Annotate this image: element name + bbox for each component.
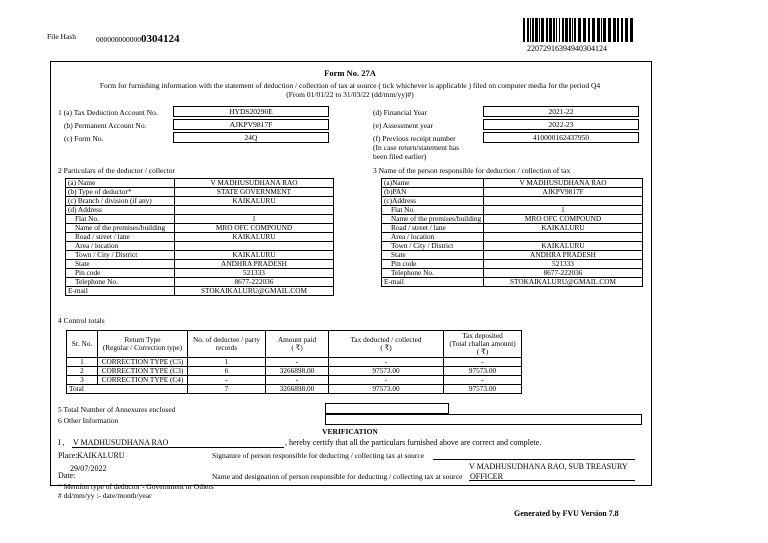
control-totals-total-row (67, 385, 522, 394)
file-hash-label: File Hash (47, 32, 76, 41)
responsible-person-table (381, 178, 643, 287)
deductor-row-value: STATE GOVERNMENT (175, 188, 334, 197)
deductor-row (66, 179, 334, 188)
deductor-row-label: Telephone No. (66, 278, 175, 287)
barcode-bar (613, 18, 616, 42)
deductor-heading: 2 Particulars of the deductor / collector (58, 166, 176, 175)
tan-field: HYDS20290E (173, 106, 329, 117)
barcode-bar (583, 18, 586, 42)
control-totals-cell-type: CORRECTION TYPE (C4) (98, 376, 188, 385)
date-label: Date: (58, 471, 76, 480)
barcode-bar (578, 18, 581, 42)
responsible-row (382, 224, 643, 233)
barcode-bar (549, 18, 552, 42)
barcode-bar (608, 18, 611, 42)
col-amount-paid-1: Amount paid (277, 335, 317, 344)
control-totals-cell-records: 6 (188, 367, 266, 376)
col-tax-deducted (329, 331, 444, 358)
control-totals-cell-paid: - (266, 376, 329, 385)
deductor-row-value: 8677-222036 (175, 278, 334, 287)
designation-label: Name and designation of person responsible for deducting / collecting tax at source (212, 472, 463, 481)
responsible-row-value (484, 233, 643, 242)
responsible-row-label: (b)PAN (382, 188, 484, 197)
annexures-label: 5 Total Number of Annexures enclosed (58, 405, 176, 414)
deductor-row-label: State (66, 260, 175, 269)
col-tax-deposited-1: Tax deposited (462, 331, 503, 340)
responsible-row-value (484, 197, 643, 206)
deductor-row-label: Pin code (66, 269, 175, 278)
barcode-bar (530, 18, 531, 42)
deductor-row-value: STOKAIKALURU@GMAIL.COM (175, 287, 334, 296)
place-value: KAIKALURU (77, 451, 125, 460)
pan-field: AJKPV9817F (173, 119, 329, 130)
control-totals-table (66, 330, 522, 394)
col-tax-deducted-2: ( ₹) (380, 343, 392, 352)
verification-heading: VERIFICATION (322, 427, 378, 436)
deductor-row-label: Area / location (66, 242, 175, 251)
ay-label: (e) Assessment year (373, 121, 433, 130)
other-info-label: 6 Other Information (58, 416, 119, 425)
responsible-row-label: Road / street / lane (382, 224, 484, 233)
responsible-row (382, 179, 643, 188)
fy-label: (d) Financial Year (373, 108, 427, 117)
form-no-field: 24Q (173, 132, 329, 143)
control-totals-cell-deposited: - (444, 376, 522, 385)
responsible-row (382, 215, 643, 224)
deductor-row-value: KAIKALURU (175, 233, 334, 242)
total-records: 7 (188, 385, 266, 394)
barcode-bar (592, 18, 595, 42)
barcode-bar (588, 18, 590, 42)
deductor-row-label: Road / street / lane (66, 233, 175, 242)
deductor-row-label: (d) Address (66, 206, 175, 215)
control-totals-header-row (67, 331, 522, 358)
control-totals-heading: 4 Control totals (58, 316, 105, 325)
fy-field: 2021-22 (483, 106, 639, 117)
responsible-row-value: AJKPV9817F (484, 188, 643, 197)
responsible-row-label: Area / location (382, 233, 484, 242)
generated-by: Generated by FVU Version 7.8 (514, 509, 619, 518)
deductor-row-label: E-mail (66, 287, 175, 296)
prev-receipt-note-2: been filed earlier) (373, 152, 427, 161)
verification-i: I , (58, 438, 65, 447)
responsible-row (382, 278, 643, 287)
form-subtitle-2: (From 01/01/22 to 31/03/22 (dd/mm/yy)#) (286, 90, 414, 99)
barcode-bar (572, 18, 573, 42)
deductor-row-value: ANDHRA PRADESH (175, 260, 334, 269)
responsible-person-heading: 3 Name of the person responsible for deduction / collection of tax (373, 166, 571, 175)
deductor-row-label: Name of the premises/building (66, 224, 175, 233)
responsible-row (382, 206, 643, 215)
deductor-row (66, 260, 334, 269)
deductor-row-value: V MADHUSUDHANA RAO (175, 179, 334, 188)
footnote-deductor-type: * Mention type of deductor - Government or Others (58, 482, 214, 491)
control-totals-cell-type: CORRECTION TYPE (C3) (98, 367, 188, 376)
form-no-label: (c) Form No. (64, 134, 104, 143)
place-label: Place: (58, 451, 78, 460)
deductor-row (66, 287, 334, 296)
prev-receipt-field: 410000162437950 (483, 132, 639, 143)
deductor-row-label: (b) Type of deductor* (66, 188, 175, 197)
barcode-bar (541, 18, 544, 42)
signature-label: Signature of person responsible for deducting / collecting tax at source (212, 451, 425, 460)
barcode-bar (559, 18, 560, 42)
barcode-bar (617, 18, 619, 42)
col-tax-deducted-1: Tax deducted / collected (350, 335, 422, 344)
responsible-row (382, 188, 643, 197)
col-amount-paid (266, 331, 329, 358)
deductor-row (66, 251, 334, 260)
control-totals-cell-deducted: - (329, 358, 444, 367)
responsible-row (382, 233, 643, 242)
responsible-row-value: KAIKALURU (484, 242, 643, 251)
deductor-row (66, 224, 334, 233)
deductor-row (66, 197, 334, 206)
control-totals-cell-deducted: - (329, 376, 444, 385)
responsible-row-value: V MADHUSUDHANA RAO (484, 179, 643, 188)
total-label: Total (67, 385, 188, 394)
deductor-row-value: 521333 (175, 269, 334, 278)
designation-underline (469, 480, 635, 481)
barcode-bar (574, 18, 576, 42)
barcode-bar (539, 18, 540, 42)
certify-text: , hereby certify that all the particulars furnished above are correct and complete. (285, 438, 542, 447)
barcode-bar (556, 18, 557, 42)
file-hash-prefix: 000000000000 (96, 35, 141, 44)
control-totals-cell-sr: 1 (67, 358, 98, 367)
form-subtitle-1: Form for furnishing information with the statement of deduction / collection of tax at source ( tick whichever is applicable ) filed on computer media for the period Q4 (99, 81, 601, 90)
deductor-row (66, 215, 334, 224)
barcode-bar (565, 18, 568, 42)
pan-label: (b) Permanent Account No. (64, 121, 147, 130)
deductor-row (66, 278, 334, 287)
barcode-bar (597, 18, 600, 42)
barcode-bar (535, 18, 538, 42)
control-totals-cell-paid: - (266, 358, 329, 367)
control-totals-row (67, 367, 522, 376)
barcode-number: 22072916394940304124 (527, 44, 607, 53)
prev-receipt-note-1: (In case return/statement has (373, 143, 460, 152)
col-amount-paid-2: ( ₹) (291, 343, 303, 352)
barcode-bar (569, 18, 571, 42)
signature-line (433, 459, 635, 460)
form-title: Form No. 27A (324, 68, 376, 78)
responsible-row (382, 260, 643, 269)
barcode-image (523, 18, 635, 42)
col-tax-deposited-2: (Total challan amount) (449, 339, 516, 348)
responsible-row-label: Pin code (382, 260, 484, 269)
responsible-row-value: ANDHRA PRADESH (484, 251, 643, 260)
deductor-row (66, 269, 334, 278)
barcode-bar (601, 18, 602, 42)
barcode-bar (553, 18, 555, 42)
col-deductee-records-1: No. of deductee / party (192, 335, 261, 344)
control-totals-cell-sr: 2 (67, 367, 98, 376)
responsible-row-label: Town / City / District (382, 242, 484, 251)
barcode-bar (625, 18, 628, 42)
deductor-row-value (175, 206, 334, 215)
file-hash-suffix: 0304124 (141, 33, 180, 45)
designation-line-2: OFFICER (470, 472, 503, 481)
total-paid: 3266898.00 (266, 385, 329, 394)
control-totals-cell-deposited: 97573.00 (444, 367, 522, 376)
col-deductee-records-2: records (215, 343, 238, 352)
total-deducted: 97573.00 (329, 385, 444, 394)
total-deposited: 97573.00 (444, 385, 522, 394)
barcode-bar (527, 18, 529, 42)
responsible-row-value: 8677-222036 (484, 269, 643, 278)
responsible-row-label: (c)Address (382, 197, 484, 206)
tan-label: 1 (a) Tax Deduction Account No. (58, 108, 158, 117)
control-totals-cell-deposited: - (444, 358, 522, 367)
control-totals-row (67, 376, 522, 385)
verifier-name-line (72, 447, 284, 448)
barcode-bar (562, 18, 564, 42)
responsible-row-label: E-mail (382, 278, 484, 287)
responsible-row-label: (a)Name (382, 179, 484, 188)
deductor-row (66, 188, 334, 197)
control-totals-row (67, 358, 522, 367)
annexures-field (325, 403, 449, 414)
ay-field: 2022-23 (483, 119, 639, 130)
responsible-row-value: STOKAIKALURU@GMAIL.COM (484, 278, 643, 287)
col-return-type (98, 331, 188, 358)
deductor-row (66, 242, 334, 251)
responsible-row (382, 251, 643, 260)
control-totals-cell-deducted: 97573.00 (329, 367, 444, 376)
designation-line-1: V MADHUSUDHANA RAO, SUB TREASURY (469, 462, 628, 471)
deductor-table (65, 178, 334, 296)
deductor-row (66, 206, 334, 215)
control-totals-cell-records: 1 (188, 358, 266, 367)
responsible-row-label: State (382, 251, 484, 260)
deductor-row-label: (c) Branch / division (if any) (66, 197, 175, 206)
col-tax-deposited-3: ( ₹) (476, 347, 489, 356)
col-deductee-records (188, 331, 266, 358)
barcode-bar (630, 18, 633, 42)
deductor-row-value: KAIKALURU (175, 197, 334, 206)
responsible-row-value: MRO OFC COMPOUND (484, 215, 643, 224)
date-value: 29/07/2022 (70, 464, 107, 473)
deductor-row (66, 233, 334, 242)
responsible-row (382, 242, 643, 251)
responsible-row-label: Flat No. (382, 206, 484, 215)
barcode-bar (546, 18, 548, 42)
col-return-type-2: (Regular / Correction type) (102, 343, 183, 352)
barcode-bar (621, 18, 623, 42)
responsible-row-value: 521333 (484, 260, 643, 269)
responsible-row-label: Telephone No. (382, 269, 484, 278)
barcode-bar (532, 18, 534, 42)
control-totals-cell-type: CORRECTION TYPE (C5) (98, 358, 188, 367)
col-tax-deposited (444, 331, 522, 358)
deductor-row-label: (a) Name (66, 179, 175, 188)
prev-receipt-label: (f) Previous receipt number (373, 134, 456, 143)
responsible-row (382, 269, 643, 278)
responsible-row (382, 197, 643, 206)
deductor-row-value: MRO OFC COMPOUND (175, 224, 334, 233)
barcode-bar (523, 18, 525, 42)
footnote-date-format: # dd/mm/yy :- date/month/year (58, 491, 152, 500)
file-hash-value (96, 29, 180, 47)
control-totals-cell-records: - (188, 376, 266, 385)
deductor-row-label: Town / City / District (66, 251, 175, 260)
other-info-field (325, 414, 642, 425)
responsible-row-value: 1 (484, 206, 643, 215)
deductor-row-value: 1 (175, 215, 334, 224)
deductor-row-label: Flat No. (66, 215, 175, 224)
responsible-row-value: KAIKALURU (484, 224, 643, 233)
col-return-type-1: Return Type (124, 335, 161, 344)
control-totals-cell-paid: 3266898.00 (266, 367, 329, 376)
responsible-row-label: Name of the premises/building (382, 215, 484, 224)
verifier-name: V MADHUSUDHANA RAO (73, 438, 169, 447)
col-sr-no: Sr. No. (67, 331, 98, 358)
control-totals-cell-sr: 3 (67, 376, 98, 385)
deductor-row-value (175, 242, 334, 251)
deductor-row-value: KAIKALURU (175, 251, 334, 260)
barcode-bar (603, 18, 606, 42)
